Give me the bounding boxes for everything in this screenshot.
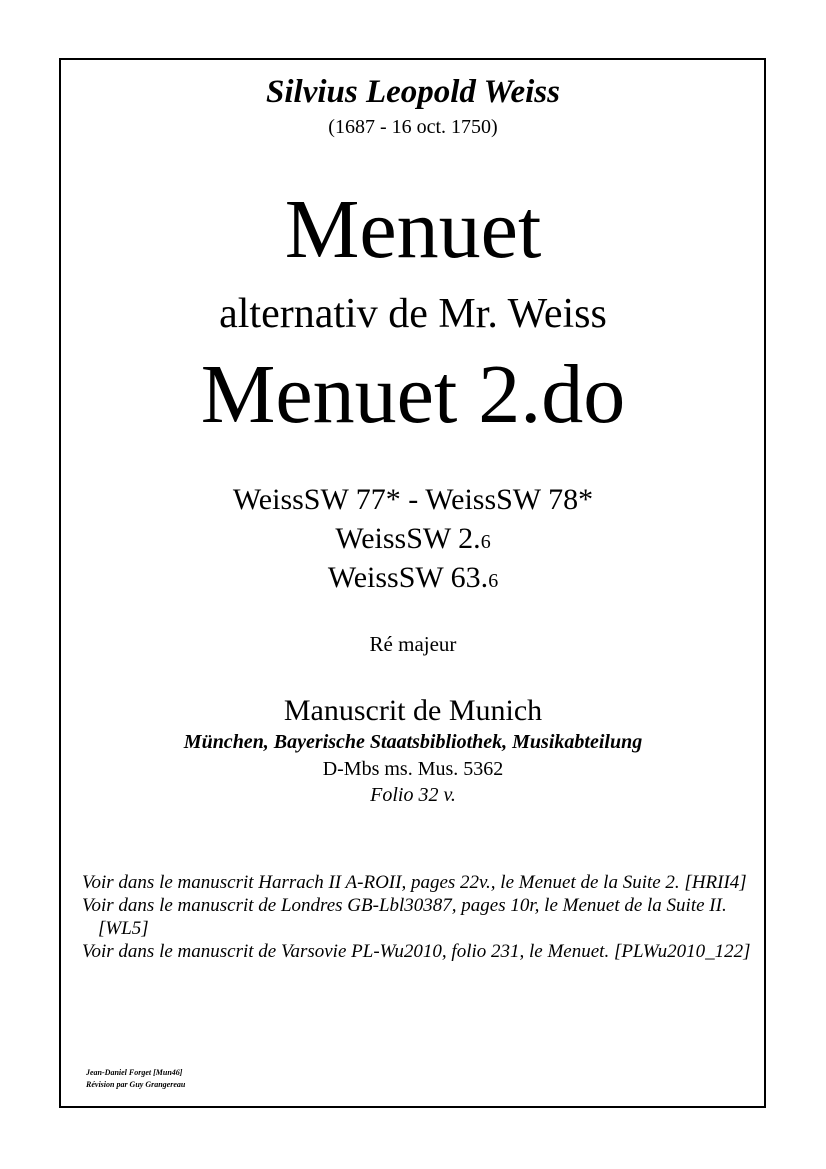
- catalog-line-1: WeissSW 77* - WeissSW 78*: [232, 483, 594, 516]
- note-london: Voir dans le manuscrit de Londres GB-Lbl30387, pages 10r, le Menuet de la Suite II. [WL5]: [82, 895, 727, 939]
- catalog-line-2-main: WeissSW 2.: [335, 522, 481, 555]
- catalog-line-2-sub: 6: [480, 531, 491, 553]
- manuscript-folio: Folio 32 v.: [370, 784, 456, 806]
- catalog-line-3-sub: 6: [488, 570, 499, 592]
- composer-name: Silvius Leopold Weiss: [266, 74, 560, 110]
- concordance-notes: [82, 871, 762, 963]
- note-harrach: Voir dans le manuscrit Harrach II A-ROII, pages 22v., le Menuet de la Suite 2. [HRII4]: [82, 872, 747, 893]
- second-title: Menuet 2.do: [200, 348, 626, 441]
- manuscript-shelfmark: D-Mbs ms. Mus. 5362: [322, 758, 504, 780]
- catalog-line-2: [0, 522, 826, 556]
- composer-dates: (1687 - 16 oct. 1750): [328, 116, 498, 138]
- main-title: Menuet: [284, 183, 542, 276]
- note-warsaw: Voir dans le manuscrit de Varsovie PL-Wu2010, folio 231, le Menuet. [PLWu2010_122]: [82, 941, 751, 962]
- subtitle: alternativ de Mr. Weiss: [219, 291, 607, 337]
- credit-revision: Révision par Guy Grangereau: [86, 1080, 186, 1089]
- credits: [86, 1067, 185, 1091]
- key-signature: Ré majeur: [369, 632, 457, 656]
- manuscript-library: München, Bayerische Staatsbibliothek, Musikabteilung: [183, 731, 643, 753]
- catalog-line-3: [0, 561, 826, 595]
- credit-author: Jean-Daniel Forget [Mun46]: [86, 1068, 183, 1077]
- manuscript-name: Manuscrit de Munich: [283, 694, 543, 727]
- catalog-line-3-main: WeissSW 63.: [327, 561, 489, 594]
